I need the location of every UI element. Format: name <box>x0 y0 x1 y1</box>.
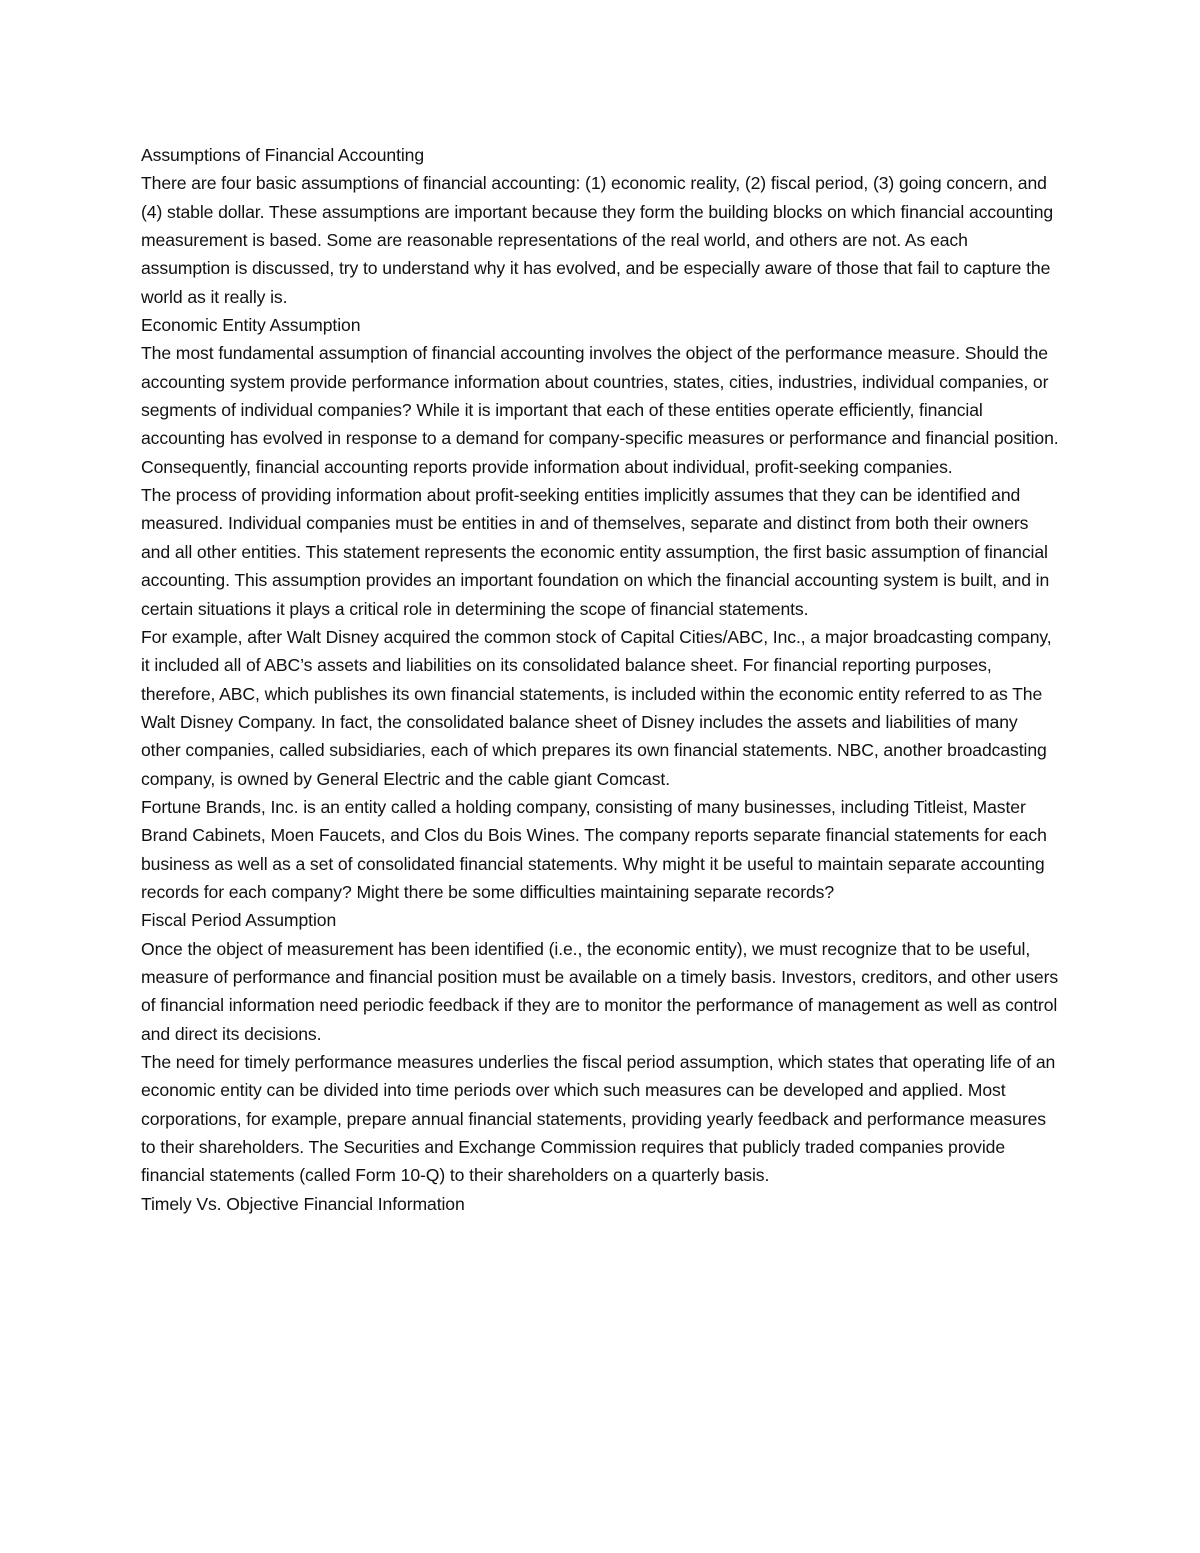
document-title: Assumptions of Financial Accounting <box>141 145 425 165</box>
paragraph-fiscal-period-2: The need for timely performance measures underlies the fiscal period assumption, which states that operating life of an economic entity can be divided into time periods over which such measures can be developed and applied. Most corporations, for example, prepare annual financial statements, providing yearly feedback and performance measures to their shareholders. The Securities and Exchange Commission requires that publicly traded companies provide financial statements (called Form 10-Q) to their shareholders on a quarterly basis. <box>141 1052 1056 1186</box>
paragraph-fiscal-period-1: Once the object of measurement has been identified (i.e., the economic entity), we must recognize that to be useful, measure of performance and financial position must be available on a timely basis. Investors, creditors, and other users of financial information need periodic feedback if they are to monitor the performance of management as well as control and direct its decisions. <box>141 938 1059 1044</box>
heading-timely-vs-objective: Timely Vs. Objective Financial Information <box>141 1193 465 1214</box>
paragraph-disney-example: For example, after Walt Disney acquired the common stock of Capital Cities/ABC, Inc., a major broadcasting company, it included all of ABC’s assets and liabilities on its consolidated balance sheet. For financial reporting purposes, therefore, ABC, which publishes its own financial statements, is included within the economic entity referred to as The Walt Disney Company. In fact, the consolidated balance sheet of Disney includes the assets and liabilities of many other companies, called subsidiaries, each of which prepares its own financial statements. NBC, another broadcasting company, is owned by General Electric and the cable giant Comcast. <box>141 626 1052 789</box>
heading-economic-entity: Economic Entity Assumption <box>141 315 361 336</box>
heading-fiscal-period: Fiscal Period Assumption <box>141 910 337 931</box>
paragraph-economic-entity-2: The process of providing information about profit-seeking entities implicitly assumes that they can be identified and measured. Individual companies must be entities in and of themselves, separate and distinct from both their owners and all other entities. This statement represents the economic entity assumption, the first basic assumption of financial accounting. This assumption provides an important foundation on which the financial accounting system is built, and in certain situations it plays a critical role in determining the scope of financial statements. <box>141 485 1050 619</box>
paragraph-economic-entity-1: The most fundamental assumption of financial accounting involves the object of the performance measure. Should the accounting system provide performance information about countries, states, cities, industries, individual companies, or segments of individual companies? While it is important that each of these entities operate efficiently, financial accounting has evolved in response to a demand for company-specific measures or performance and financial position. Consequently, financial accounting reports provide information about individual, profit-seeking companies. <box>141 343 1059 477</box>
paragraph-assumptions-intro: There are four basic assumptions of financial accounting: (1) economic reality, (2) fiscal period, (3) going concern, and (4) stable dollar. These assumptions are important because they form the building blocks on which financial accounting measurement is based. Some are reasonable representations of the real world, and others are not. As each assumption is discussed, try to understand why it has evolved, and be especially aware of those that fail to capture the world as it really is. <box>141 173 1054 307</box>
document-body <box>141 141 1061 1218</box>
paragraph-fortune-brands: Fortune Brands, Inc. is an entity called a holding company, consisting of many businesses, including Titleist, Master Brand Cabinets, Moen Faucets, and Clos du Bois Wines. The company reports separate financial statements for each business as well as a set of consolidated financial statements. Why might it be useful to maintain separate accounting records for each company? Might there be some difficulties maintaining separate records? <box>141 796 1047 902</box>
